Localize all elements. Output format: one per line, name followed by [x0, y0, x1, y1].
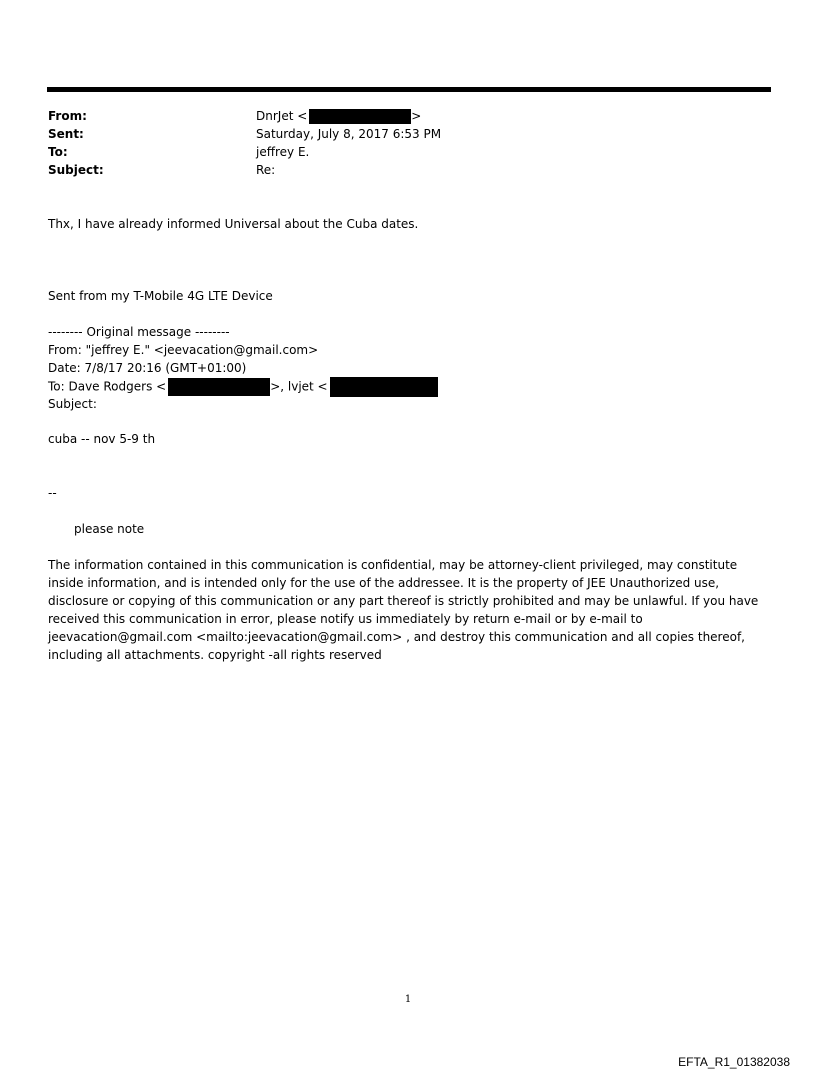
from-value	[256, 107, 421, 125]
please-note: please note	[74, 522, 145, 536]
to-value: jeffrey E.	[256, 145, 310, 159]
page-number: 1	[404, 994, 412, 1005]
sent-value: Saturday, July 8, 2017 6:53 PM	[256, 127, 442, 141]
original-to	[48, 377, 438, 395]
header-rule	[47, 87, 771, 92]
original-subject: Subject:	[48, 397, 97, 411]
signature-dashes: --	[48, 486, 57, 500]
from-bracket-close: >	[411, 109, 422, 123]
device-signature: Sent from my T-Mobile 4G LTE Device	[48, 289, 273, 303]
subject-label: Subject:	[48, 163, 104, 177]
original-content: cuba -- nov 5-9 th	[48, 432, 156, 446]
original-date: Date: 7/8/17 20:16 (GMT+01:00)	[48, 361, 247, 375]
redaction-box	[309, 109, 411, 124]
confidentiality-disclaimer: The information contained in this communication is confidential, may be attorney-client privileged, may constitute inside information, and is intended only for the use of the addressee. It is the property of JEE Unauthorized use, disclosure or copying of this communication or any part thereof is strictly prohibited and may be unlawful. If you have received this communication in error, please notify us immediately by return e-mail or by e-mail to jeevacation@gmail.com <mailto:jeevacation@gmail.com> , and destroy this communication and all copies thereof, including all attachments. copyright -all rights reserved	[48, 558, 759, 662]
redaction-box	[168, 378, 270, 396]
original-from: From: "jeffrey E." <jeevacation@gmail.com>	[48, 343, 319, 357]
subject-value: Re:	[256, 163, 276, 177]
reply-message: Thx, I have already informed Universal about the Cuba dates.	[48, 217, 419, 231]
from-sender: DnrJet <	[256, 109, 308, 123]
original-message	[48, 323, 438, 413]
sent-label: Sent:	[48, 127, 84, 141]
original-to-middle: >, lvjet <	[270, 379, 328, 394]
bates-number: EFTA_R1_01382038	[678, 1055, 790, 1069]
original-divider: -------- Original message --------	[48, 325, 230, 339]
redaction-box	[330, 377, 438, 397]
original-to-prefix: To: Dave Rodgers <	[48, 379, 167, 394]
from-label: From:	[48, 109, 87, 123]
to-label: To:	[48, 145, 68, 159]
